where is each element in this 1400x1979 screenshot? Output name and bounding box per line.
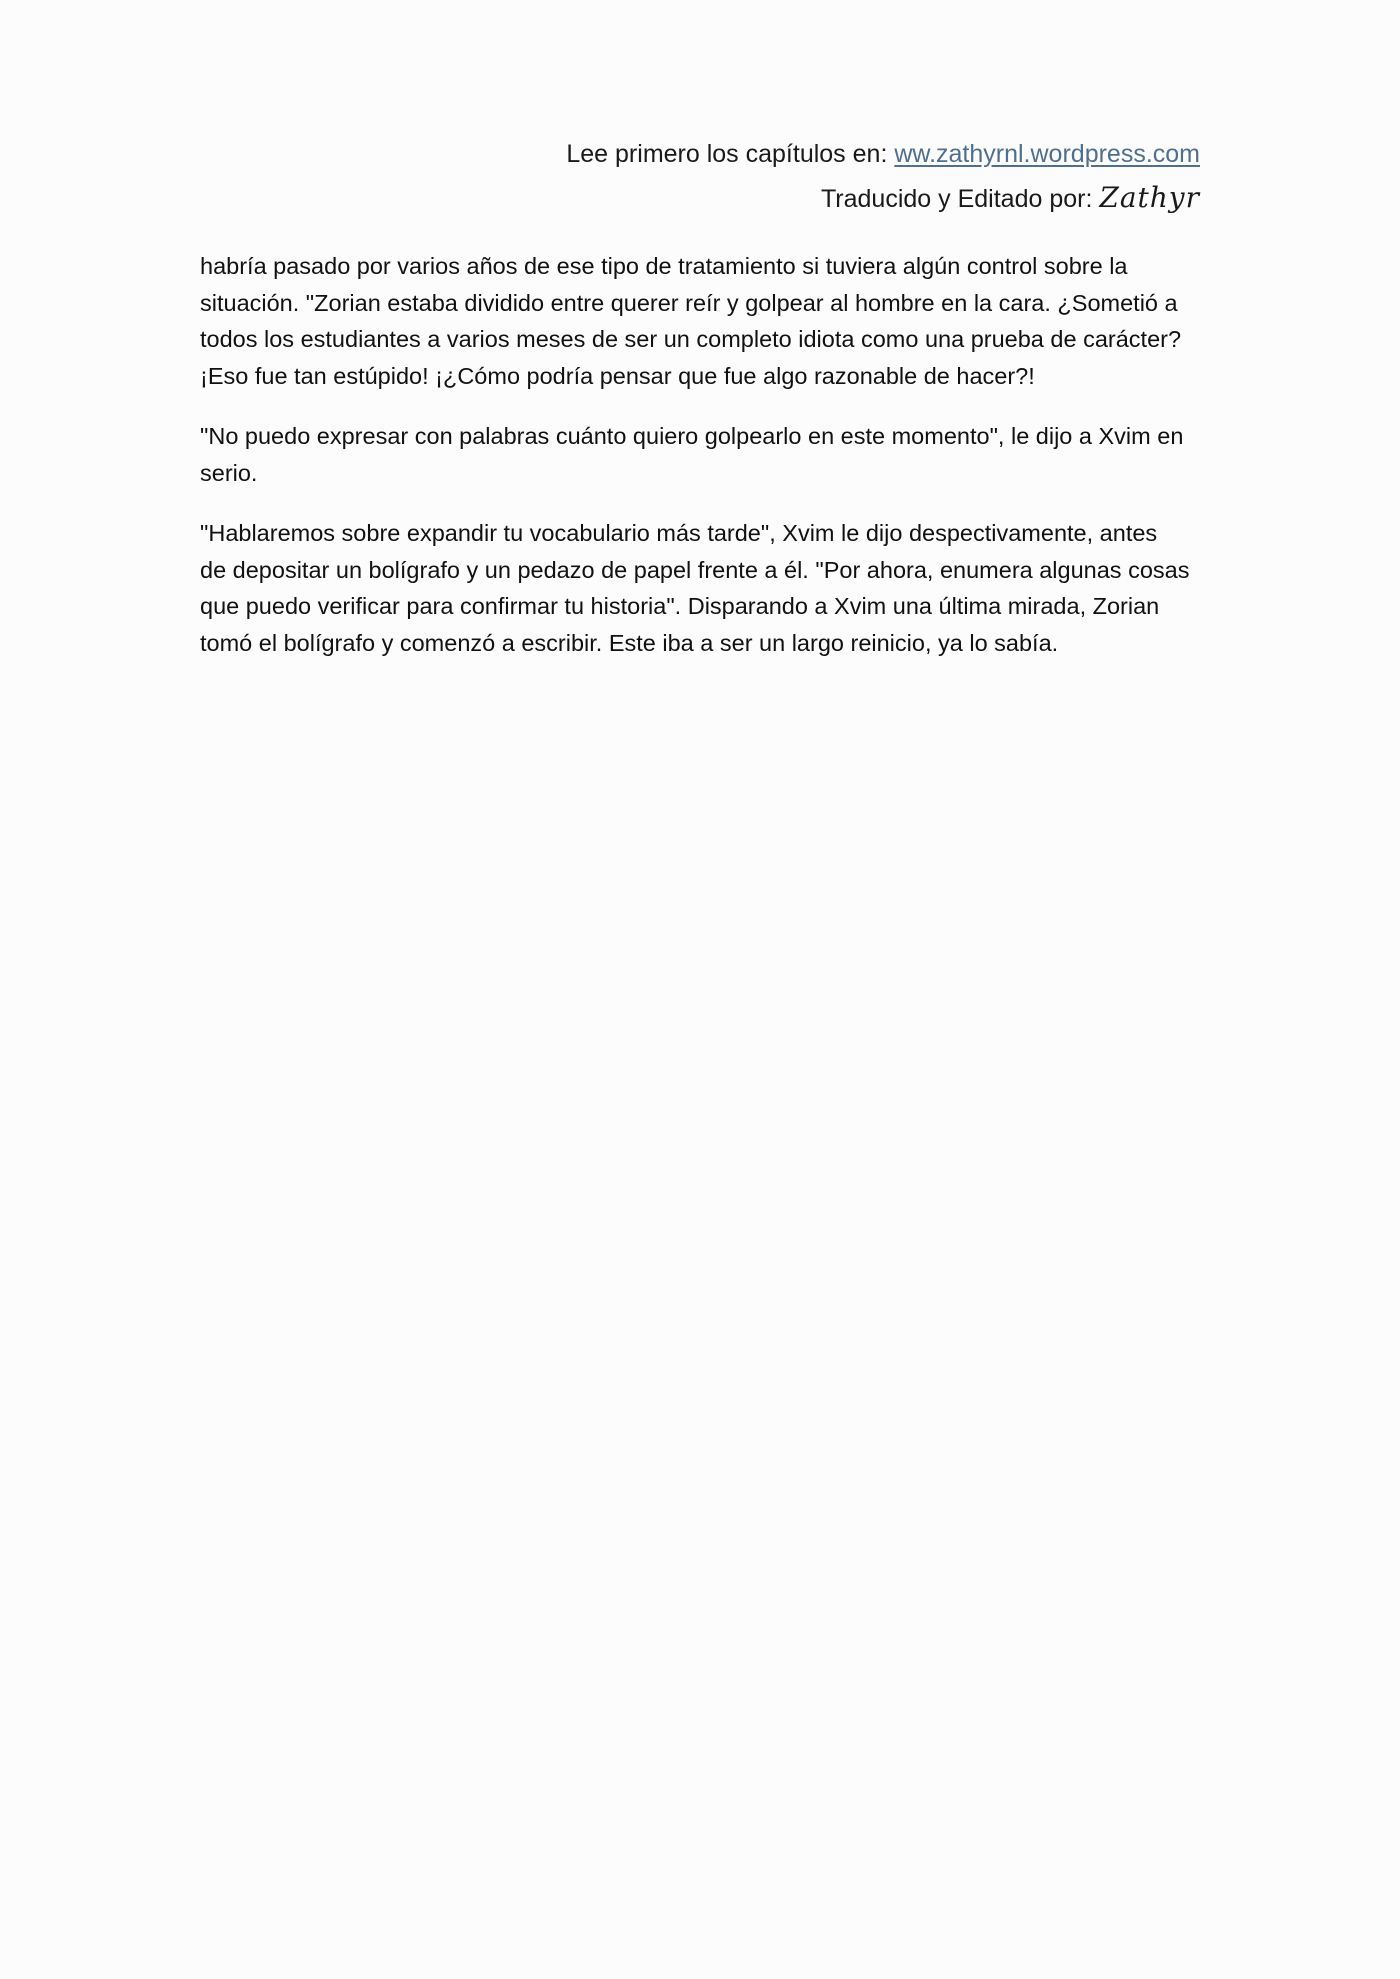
paragraph-line: "Hablaremos sobre expandir tu vocabulario más tarde", Xvim le dijo despectivamente, antes bbox=[200, 520, 1158, 546]
paragraph-line: todos los estudiantes a varios meses de ser un completo idiota como una prueba de carácter? bbox=[200, 326, 1182, 352]
translated-by-label: Traducido y Editado por: bbox=[820, 185, 1100, 213]
paragraph-line: "No puedo expresar con palabras cuánto quiero golpearlo en este momento", le dijo a Xvim en bbox=[200, 423, 1184, 449]
paragraph-1 bbox=[200, 248, 1200, 394]
paragraph-line: tomó el bolígrafo y comenzó a escribir. Este iba a ser un largo reinicio, ya lo sabía. bbox=[200, 629, 1059, 656]
paragraph-2 bbox=[200, 418, 1200, 491]
paragraph-line: ¡Eso fue tan estúpido! ¡¿Cómo podría pensar que fue algo razonable de hacer?! bbox=[200, 362, 1035, 389]
paragraph-line: que puedo verificar para confirmar tu historia". Disparando a Xvim una última mirada, Zorian bbox=[200, 593, 1160, 619]
paragraph-line: situación. "Zorian estaba dividido entre querer reír y golpear al hombre en la cara. ¿Sometió a bbox=[200, 289, 1178, 316]
paragraph-line: de depositar un bolígrafo y un pedazo de papel frente a él. "Por ahora, enumera algunas cosas bbox=[200, 556, 1190, 583]
site-link[interactable]: ww.zathyrnl.wordpress.com bbox=[894, 140, 1200, 168]
paragraph-3 bbox=[200, 515, 1200, 661]
translator-signature: Zathyr bbox=[1099, 181, 1200, 214]
read-first-label: Lee primero los capítulos en: bbox=[566, 140, 895, 168]
document-body bbox=[200, 248, 1200, 685]
paragraph-line: serio. bbox=[200, 459, 258, 486]
paragraph-line: habría pasado por varios años de ese tipo de tratamiento si tuviera algún control sobre la bbox=[200, 253, 1128, 279]
read-first-line bbox=[300, 132, 1200, 176]
translated-by-line bbox=[300, 176, 1200, 221]
page-header bbox=[300, 132, 1200, 221]
